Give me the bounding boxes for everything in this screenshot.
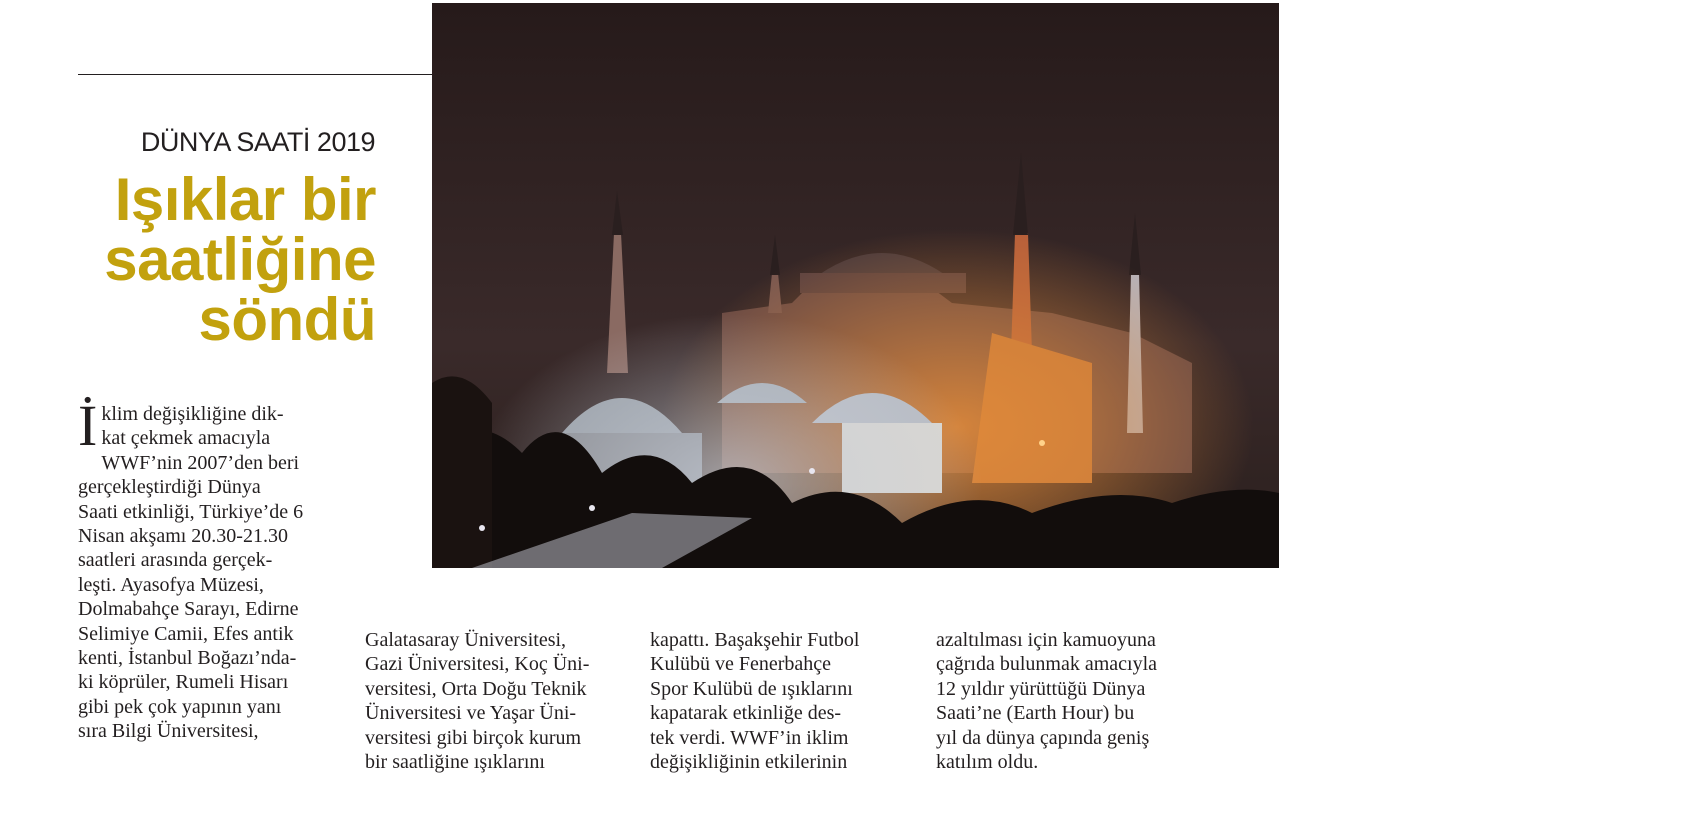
drop-cap: İ [78, 393, 98, 458]
text-line: klim değişikliğine dik- [101, 403, 284, 425]
text-line: Nisan akşamı 20.30-21.30 [78, 525, 288, 548]
text-line: tek verdi. WWF’in iklim [650, 726, 849, 749]
text-line: değişikliğinin etkilerinin [650, 751, 848, 774]
headline-line: saatliğine [104, 226, 376, 293]
text-line: versitesi gibi birçok kurum [365, 726, 582, 749]
text-line: leşti. Ayasofya Müzesi, [78, 573, 264, 596]
headline [70, 166, 376, 353]
text-line: sıra Bilgi Üniversitesi, [78, 720, 259, 743]
hagia-sophia-photo [432, 3, 1687, 568]
text-line: Gazi Üniversitesi, Koç Üni- [365, 653, 590, 676]
text-line: kapatarak etkinliğe des- [650, 702, 842, 725]
text-line: kapattı. Başakşehir Futbol [650, 629, 860, 651]
section-kicker: DÜNYA SAATİ 2019 [140, 127, 375, 157]
text-line: kenti, İstanbul Boğazı’nda- [78, 647, 297, 670]
text-line: gerçekleştirdiği Dünya [78, 476, 261, 499]
text-line: azaltılması için kamuoyuna [936, 629, 1156, 651]
article-column-1 [78, 393, 343, 744]
text-line: kat çekmek amacıyla [101, 427, 271, 450]
article-column-2 [365, 628, 630, 774]
text-line: Spor Kulübü de ışıklarını [650, 677, 853, 700]
header-rule [78, 74, 436, 75]
text-line: katılım oldu. [936, 751, 1039, 774]
text-line: gibi pek çok yapının yanı [78, 695, 282, 718]
text-line: Selimiye Camii, Efes antik [78, 622, 294, 645]
photo-credit-text: AYASOFYA MÜZESİ, İSTANBUL / SEVİL ERİŞİ [1675, 341, 1687, 560]
text-line: WWF’nin 2007’den beri [101, 451, 300, 474]
text-line: versitesi, Orta Doğu Teknik [365, 677, 587, 700]
text-line: çağrıda bulunmak amacıyla [936, 653, 1158, 676]
text-line: Üniversitesi ve Yaşar Üni- [365, 702, 577, 725]
photo-credit [1671, 343, 1691, 558]
text-line: yıl da dünya çapında geniş [936, 726, 1150, 749]
text-line: saatleri arasında gerçek- [78, 549, 273, 572]
text-line: bir saatliğine ışıklarını [365, 751, 545, 774]
text-line: Kulübü ve Fenerbahçe [650, 653, 832, 676]
article-column-4 [936, 628, 1201, 774]
text-line: Galatasaray Üniversitesi, [365, 629, 567, 651]
text-line: 12 yıldır yürüttüğü Dünya [936, 677, 1146, 700]
text-line: Saati’ne (Earth Hour) bu [936, 702, 1135, 725]
text-line: Saati etkinliği, Türkiye’de 6 [78, 500, 304, 523]
text-line: ki köprüler, Rumeli Hisarı [78, 671, 289, 694]
article-column-3 [650, 628, 915, 774]
text-line: Dolmabahçe Sarayı, Edirne [78, 598, 299, 621]
headline-line: söndü [198, 286, 376, 353]
headline-line: Işıklar bir [114, 166, 376, 233]
